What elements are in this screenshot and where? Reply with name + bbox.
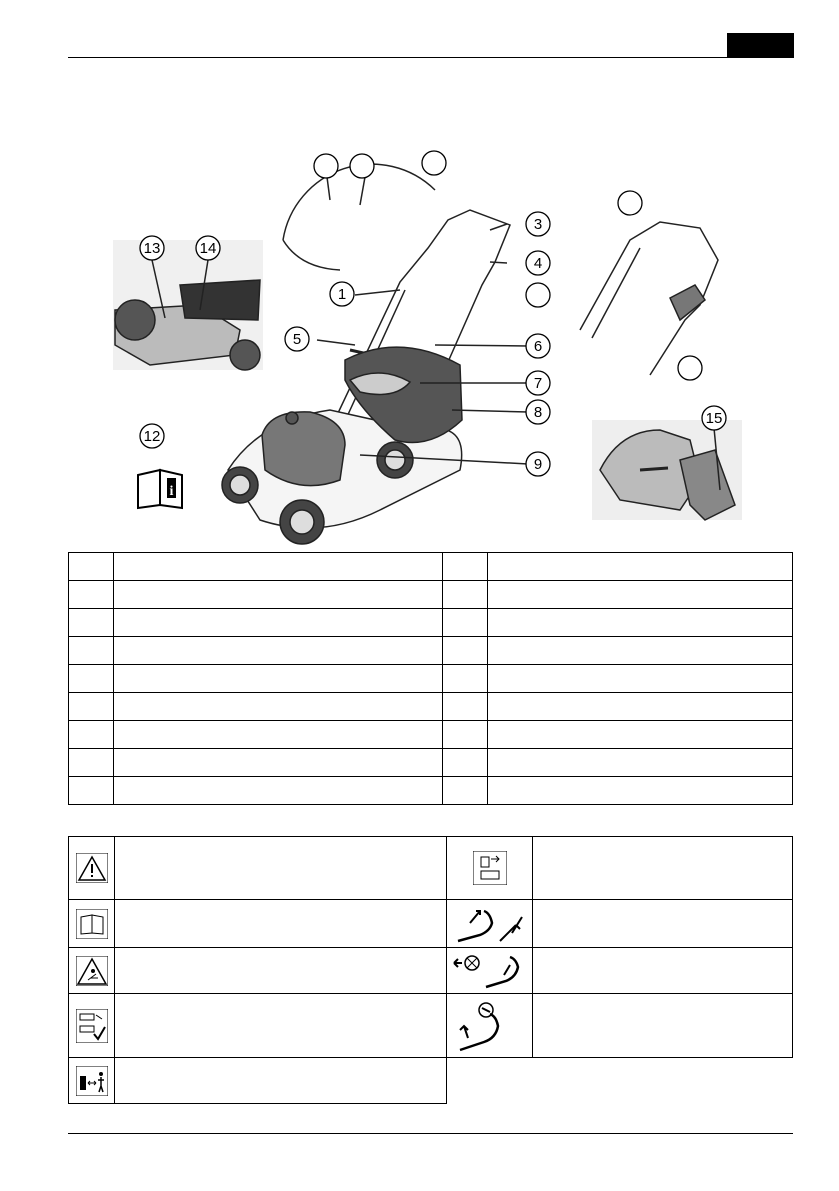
- symbol-row: [68, 836, 447, 900]
- table-row: [69, 581, 793, 609]
- symbol-row: [68, 947, 447, 994]
- svg-text:i: i: [169, 484, 174, 499]
- table-row: [69, 637, 793, 665]
- blade-engage-icon: [447, 948, 533, 993]
- symbol-row: [446, 899, 793, 948]
- language-tab: [727, 33, 794, 58]
- callout-4: 4: [533, 255, 543, 272]
- symbol-row: [68, 1057, 447, 1104]
- read-manual-icon: [69, 900, 115, 947]
- thrown-objects-warning-icon: [69, 948, 115, 993]
- callout-15: 15: [705, 410, 723, 427]
- table-row: [69, 665, 793, 693]
- table-row: [69, 609, 793, 637]
- callout-7: 7: [533, 375, 543, 392]
- disconnect-spark-plug-icon: [447, 837, 533, 899]
- handle-lever-pull-icon: [447, 900, 533, 947]
- mower-figure: [0, 140, 839, 550]
- symbol-row: [446, 947, 793, 994]
- remove-key-before-maintenance-icon: [69, 994, 115, 1057]
- table-row: [69, 777, 793, 805]
- callout-12: 12: [143, 428, 161, 445]
- header-rule: [68, 57, 793, 58]
- callout-9: 9: [533, 456, 543, 473]
- footer-rule: [68, 1133, 793, 1134]
- symbol-row: [68, 993, 447, 1058]
- callout-8: 8: [533, 404, 543, 421]
- callout-14: 14: [199, 240, 217, 257]
- table-row: [69, 553, 793, 581]
- table-row: [69, 749, 793, 777]
- symbol-row: [446, 836, 793, 900]
- symbol-row: [68, 899, 447, 948]
- symbols-table: [68, 836, 793, 1104]
- manual-info-icon: [138, 470, 182, 508]
- symbol-row: [446, 993, 793, 1058]
- warning-triangle-icon: [69, 837, 115, 899]
- callout-6: 6: [533, 338, 543, 355]
- parts-table: [68, 552, 793, 805]
- table-row: [69, 693, 793, 721]
- table-row: [69, 721, 793, 749]
- callout-13: 13: [143, 240, 161, 257]
- drive-engage-icon: [447, 994, 533, 1057]
- callout-3: 3: [533, 216, 543, 233]
- callout-1: 1: [337, 286, 347, 303]
- callout-5: 5: [292, 331, 302, 348]
- keep-distance-icon: [69, 1058, 115, 1103]
